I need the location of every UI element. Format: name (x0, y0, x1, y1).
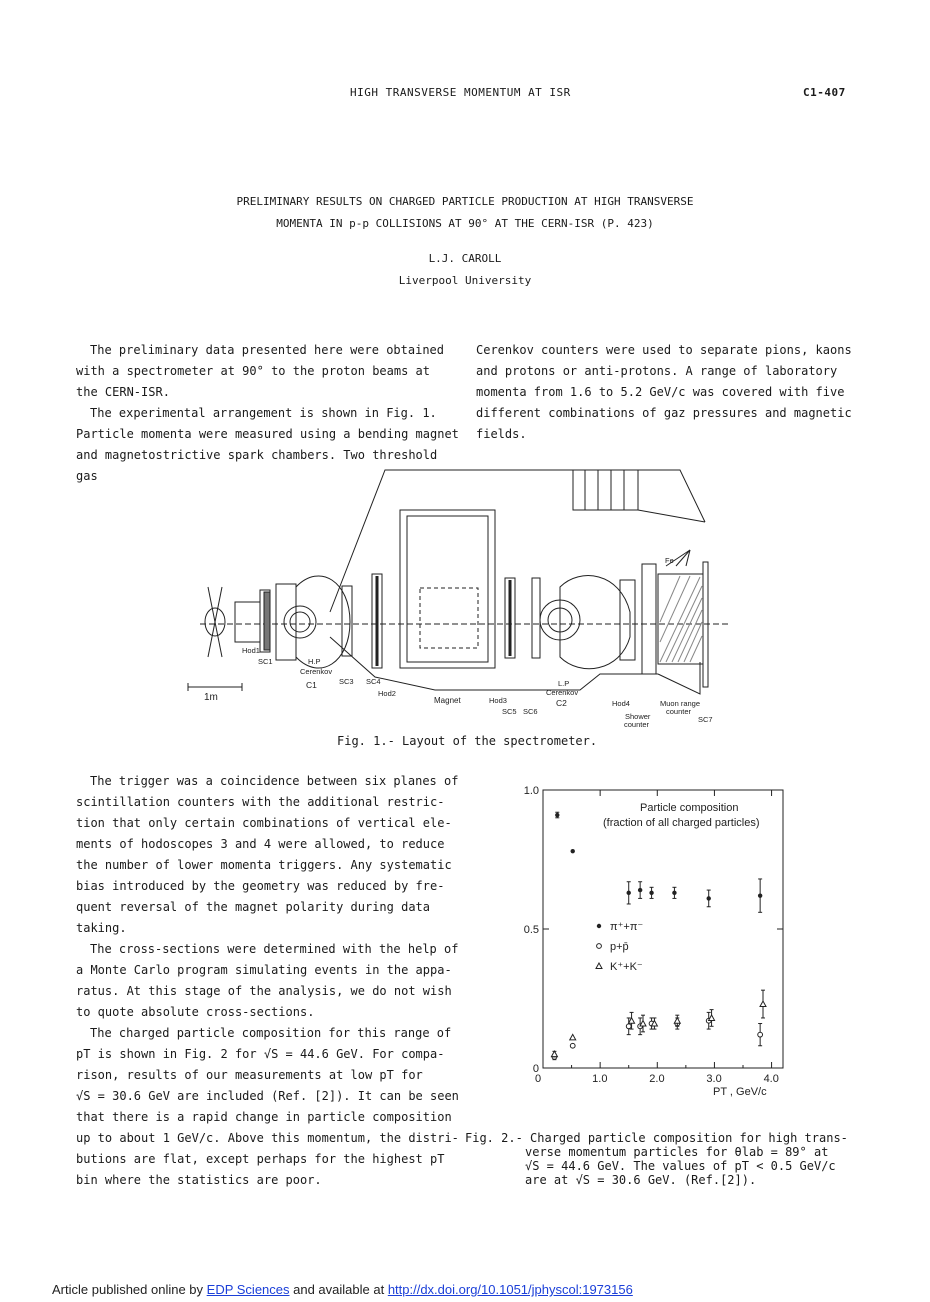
data-point-series-1 (570, 1043, 575, 1048)
data-point-series-2 (640, 1021, 646, 1027)
publication-footer (52, 1282, 633, 1297)
label-cerenkov-lp: Cerenkov (546, 688, 579, 697)
x-tick-label: 0 (535, 1073, 542, 1085)
label-shower-counter: counter (624, 720, 650, 729)
body-line: to quote absolute cross-sections. (76, 1005, 315, 1019)
fe-hatching (660, 576, 702, 662)
author: L.J. CAROLL (428, 252, 502, 265)
x-tick-label: 1.0 (592, 1073, 608, 1085)
label-hod1: Hod1 (242, 646, 260, 655)
hp-cerenkov-frame (276, 584, 296, 660)
affiliation: Liverpool University (398, 274, 532, 287)
data-point-series-0 (758, 893, 762, 897)
figure1-caption: Fig. 1.- Layout of the spectrometer. (337, 734, 598, 748)
label-c1: C1 (306, 680, 317, 690)
caption-line: verse momentum particles for θlab = 89° at (525, 1145, 829, 1159)
body-line: that there is a rapid change in particle composition (76, 1110, 452, 1124)
body-line: the CERN-ISR. (76, 385, 170, 399)
particle-composition-chart (515, 778, 810, 1098)
legend-label: p+p̄ (610, 941, 629, 953)
muon-range-top (573, 470, 638, 510)
results-left-column (76, 771, 466, 1191)
doi-link[interactable]: http://dx.doi.org/10.1051/jphyscol:1973156 (387, 1282, 633, 1297)
body-line: and magnetostrictive spark chambers. Two threshold gas (76, 448, 438, 483)
data-point-series-0 (707, 896, 711, 900)
page-number: C1-407 (803, 86, 846, 99)
plot-frame (543, 790, 783, 1068)
label-hod2: Hod2 (378, 689, 396, 698)
label-shower: Shower (625, 712, 651, 721)
label-scale: 1m (204, 692, 218, 703)
body-line: pT is shown in Fig. 2 for √S = 44.6 GeV. For compa- (76, 1047, 445, 1061)
caption-line: Fig. 2.- Charged particle composition for high trans- (465, 1131, 848, 1145)
label-sc7: SC7 (698, 715, 713, 724)
caption-line: are at √S = 30.6 GeV. (Ref.[2]). (525, 1173, 757, 1187)
body-line: tion that only certain combinations of vertical ele- (76, 816, 452, 830)
legend-marker-2 (596, 963, 602, 969)
body-line: The cross-sections were determined with the help of (90, 942, 459, 956)
publisher-link[interactable]: EDP Sciences (206, 1282, 290, 1297)
x-axis-label: PT , GeV/c (713, 1086, 767, 1098)
body-line: The trigger was a coincidence between six planes of (90, 774, 459, 788)
intro-right-column (476, 340, 856, 445)
x-tick-label: 3.0 (706, 1073, 722, 1085)
article-title-line1: PRELIMINARY RESULTS ON CHARGED PARTICLE PRODUCTION AT HIGH TRANSVERSE (236, 195, 694, 208)
data-point-series-0 (649, 891, 653, 895)
legend-label: K⁺+K⁻ (610, 961, 643, 973)
y-tick-label: 0 (532, 1063, 539, 1075)
data-point-series-2 (629, 1018, 635, 1024)
body-line: butions are flat, except perhaps for the highest pT (76, 1152, 445, 1166)
data-point-series-1 (626, 1024, 631, 1029)
y-tick-label: 1.0 (523, 785, 539, 797)
data-point-series-0 (571, 849, 575, 853)
label-muon-range: Muon range (660, 699, 701, 708)
label-sc3: SC3 (339, 677, 354, 686)
figure2-caption (465, 1131, 848, 1187)
body-line: √S = 30.6 GeV are included (Ref. [2]). It can be seen (76, 1089, 459, 1103)
body-line: The preliminary data presented here were obtained (90, 343, 445, 357)
label-sc1: SC1 (258, 657, 273, 666)
body-line: ratus. At this stage of the analysis, we do not wish (76, 984, 452, 998)
target-icon (205, 587, 225, 657)
running-title: HIGH TRANSVERSE MOMENTUM AT ISR (350, 86, 571, 99)
data-point-series-0 (627, 891, 631, 895)
article-title-line2: MOMENTA IN p-p COLLISIONS AT 90° AT THE CERN-ISR (P. 423) (276, 217, 654, 230)
magnet-yoke (400, 510, 495, 668)
body-line: a Monte Carlo program simulating events in the appa- (76, 963, 452, 977)
hod4-block (642, 564, 656, 674)
label-magnet: Magnet (434, 696, 461, 705)
body-line: quent reversal of the magnet polarity during data (76, 900, 431, 914)
label-fe: Fe (665, 556, 674, 565)
chart-subtitle: (fraction of all charged particles) (603, 817, 760, 829)
body-line: Cerenkov counters were used to separate pions, kaons (476, 343, 852, 357)
label-sc5: SC5 (502, 707, 517, 716)
label-c2: C2 (556, 698, 567, 708)
label-sc6: SC6 (523, 707, 538, 716)
data-point-series-2 (674, 1018, 680, 1024)
body-line: rison, results of our measurements at low pT for (76, 1068, 423, 1082)
body-line: scintillation counters with the additional restric- (76, 795, 445, 809)
data-point-series-2 (551, 1051, 557, 1057)
body-line: Particle momenta were measured using a bending magnet (76, 427, 459, 441)
label-cerenkov-hp: Cerenkov (300, 667, 333, 676)
data-point-series-2 (760, 1001, 766, 1007)
body-line: different combinations of gaz pressures and magnetic (476, 406, 852, 420)
data-point-series-2 (709, 1015, 715, 1021)
data-point-series-2 (570, 1034, 576, 1040)
body-line: bias introduced by the geometry was reduced by fre- (76, 879, 445, 893)
sc5-sc6-block (532, 578, 540, 658)
label-hod3: Hod3 (489, 696, 507, 705)
chart-title: Particle composition (640, 802, 739, 814)
label-muon-counter: counter (666, 707, 692, 716)
legend-marker-1 (597, 944, 602, 949)
body-line: with a spectrometer at 90° to the proton beams at (76, 364, 431, 378)
body-line: momenta from 1.6 to 5.2 GeV/c was covered with five (476, 385, 845, 399)
label-hp: H.P (308, 657, 321, 666)
caption-line: √S = 44.6 GeV. The values of pT < 0.5 GeV/c (525, 1159, 836, 1173)
body-line: The experimental arrangement is shown in Fig. 1. (90, 406, 437, 420)
body-line: bin where the statistics are poor. (76, 1173, 322, 1187)
label-lp: L.P (558, 679, 570, 688)
data-point-series-0 (638, 888, 642, 892)
y-tick-label: 0.5 (523, 924, 539, 936)
x-tick-label: 2.0 (649, 1073, 665, 1085)
footer-middle: and available at (289, 1282, 388, 1297)
data-point-series-0 (672, 891, 676, 895)
data-point-series-0 (555, 813, 559, 817)
body-line: up to about 1 GeV/c. Above this momentum, the distri- (76, 1131, 459, 1145)
data-point-series-1 (758, 1032, 763, 1037)
body-line: fields. (476, 427, 527, 441)
sc3-block (342, 586, 352, 656)
label-hod4: Hod4 (612, 699, 630, 708)
hod1-block (235, 602, 260, 642)
body-line: ments of hodoscopes 3 and 4 were allowed, to reduce (76, 837, 445, 851)
legend-marker-0 (597, 924, 601, 928)
body-line: taking. (76, 921, 127, 935)
chart-legend (610, 921, 643, 973)
body-line: The charged particle composition for this range of (90, 1026, 452, 1040)
x-tick-label: 4.0 (763, 1073, 779, 1085)
label-sc4: SC4 (366, 677, 381, 686)
magnet-shroud (330, 470, 705, 612)
body-line: and protons or anti-protons. A range of laboratory (476, 364, 838, 378)
spectrometer-diagram (180, 462, 740, 732)
legend-label: π⁺+π⁻ (610, 921, 644, 933)
footer-prefix: Article published online by (52, 1282, 207, 1297)
body-line: the number of lower momenta triggers. Any systematic (76, 858, 452, 872)
